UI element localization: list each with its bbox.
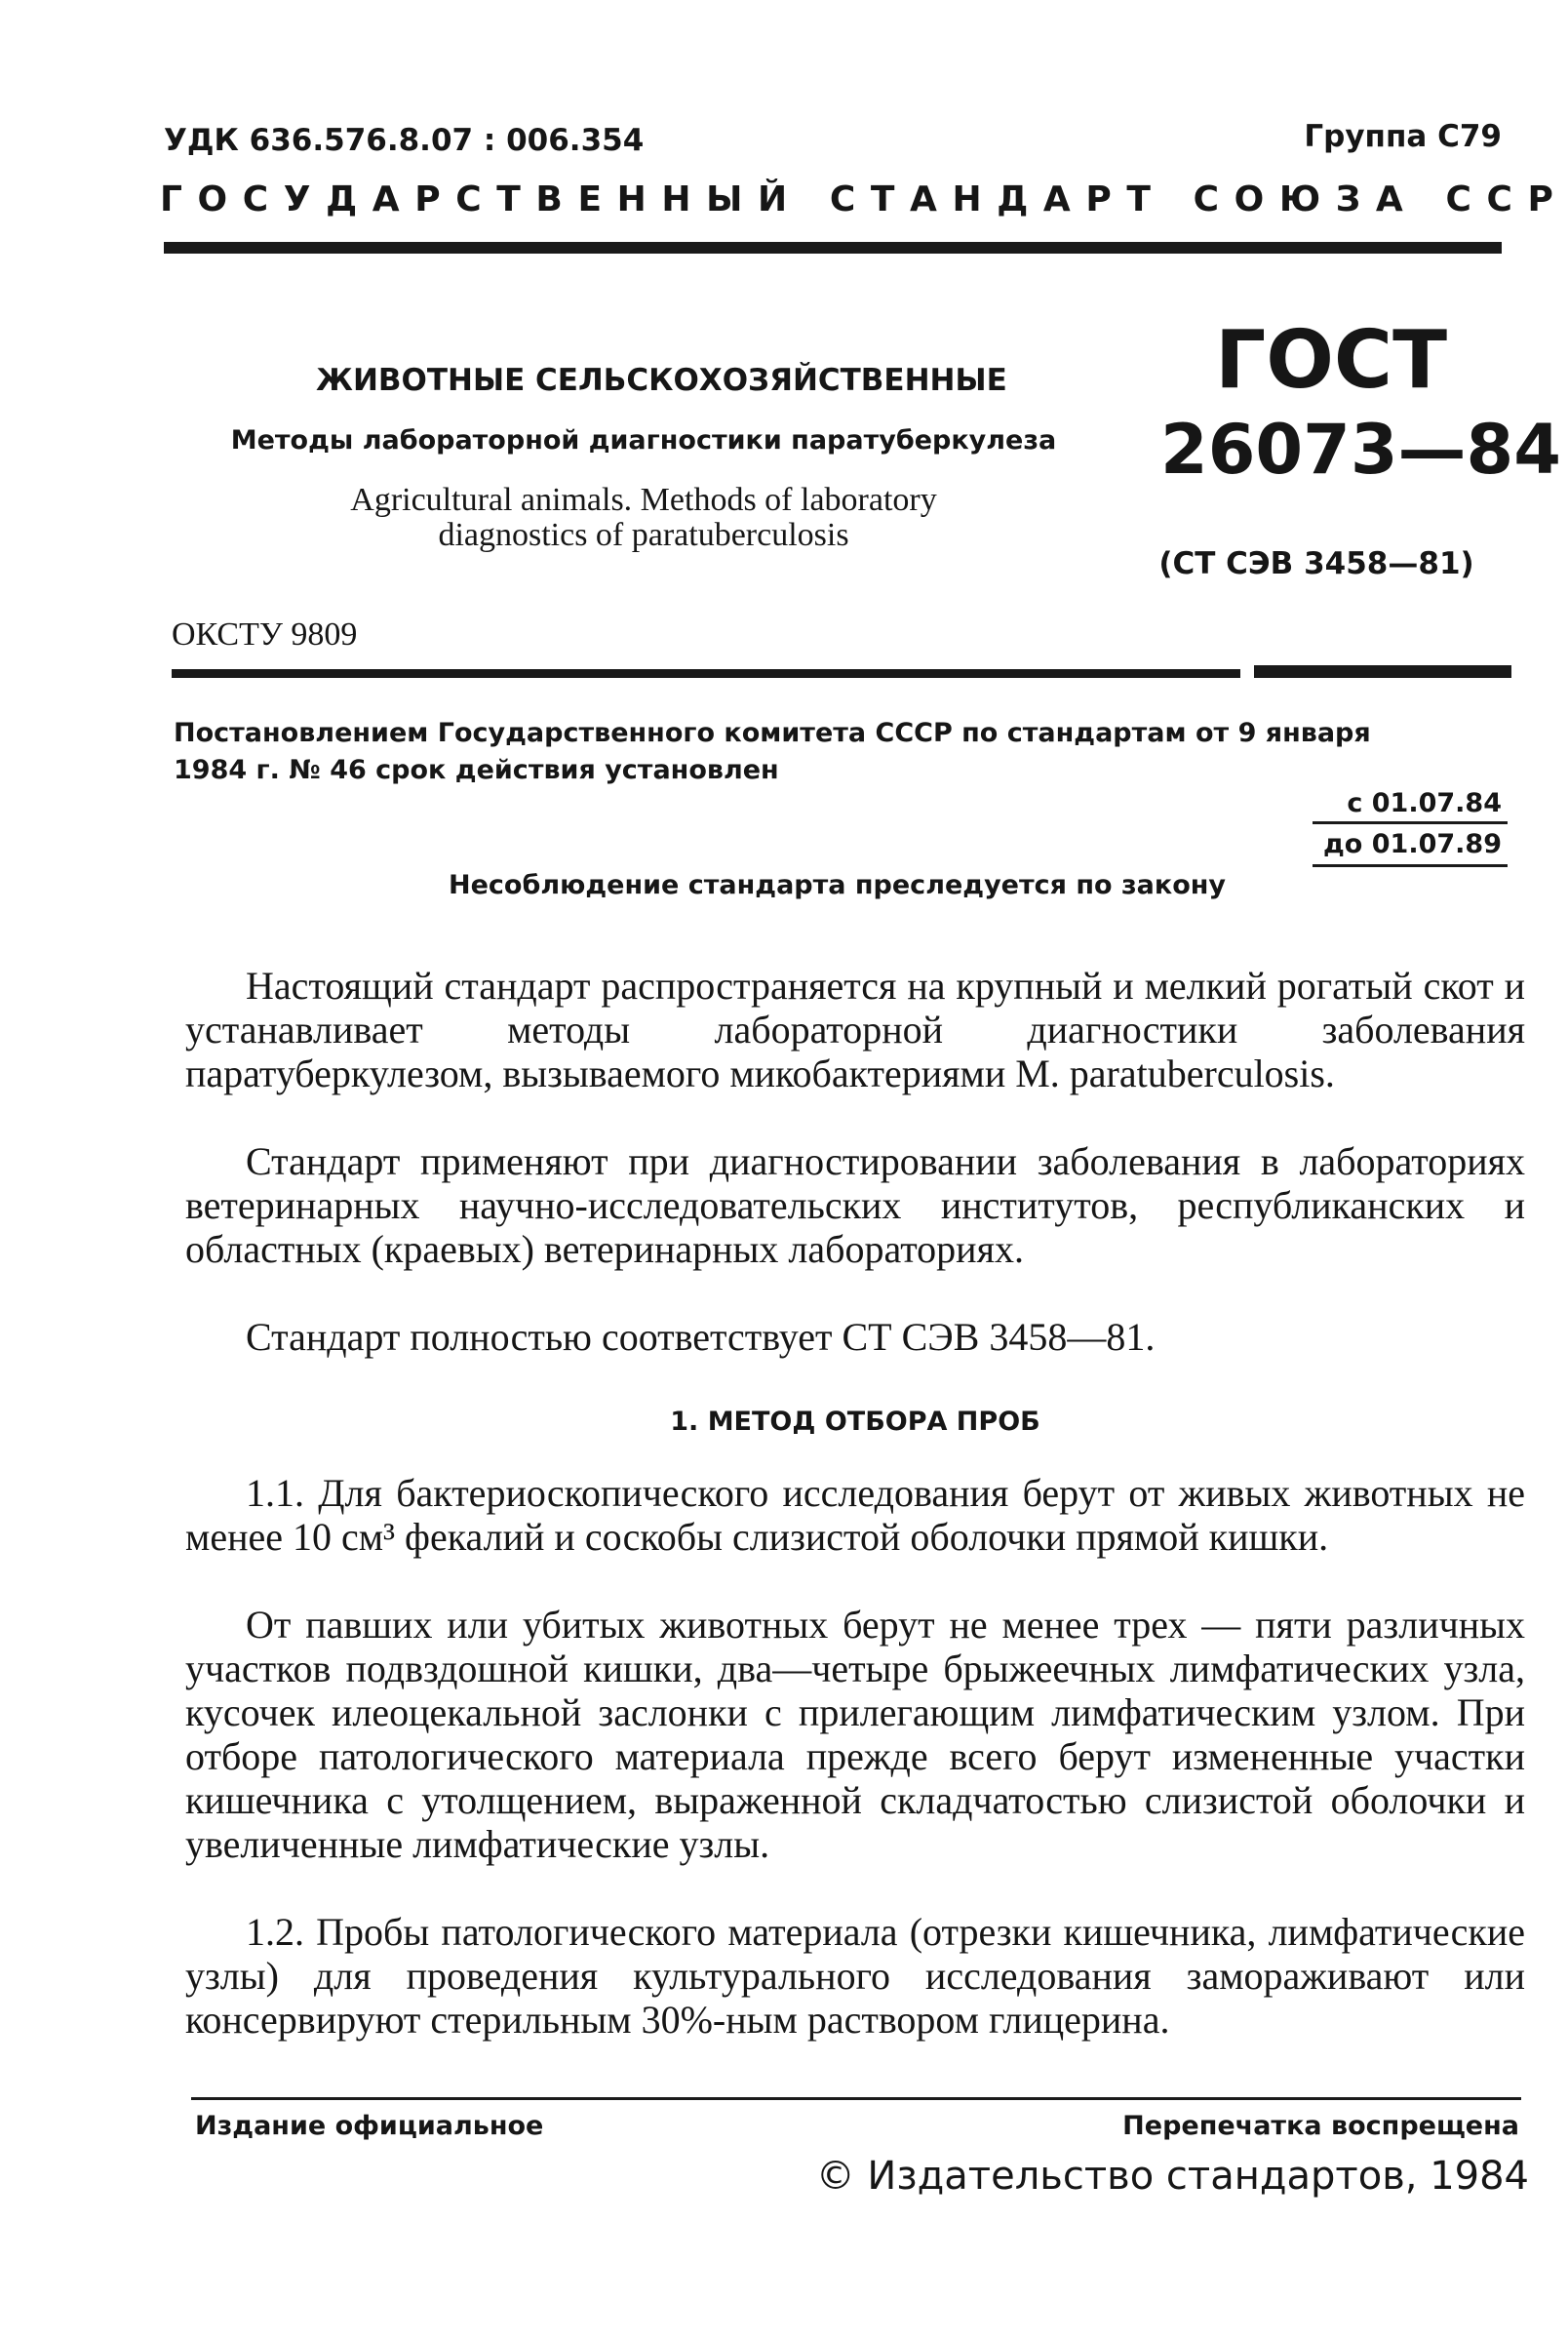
english-title-line-2: diagnostics of paratuberculosis bbox=[438, 517, 849, 553]
valid-to-underline bbox=[1313, 864, 1508, 867]
valid-to-date: до 01.07.89 bbox=[1323, 829, 1502, 859]
publisher-copyright: © Издательство стандартов, 1984 bbox=[815, 2154, 1529, 2199]
cmea-standard-reference: (СТ СЭВ 3458—81) bbox=[1158, 546, 1474, 581]
clause-1-1: 1.1. Для бактериоскопического исследования берут от живых животных не менее 10 см³ фекалий и соскобы слизистой оболочки прямой кишки. bbox=[185, 1471, 1525, 1559]
reprint-prohibited-label: Перепечатка воспрещена bbox=[1122, 2111, 1519, 2141]
document-title: ЖИВОТНЫЕ СЕЛЬСКОХОЗЯЙСТВЕННЫЕ bbox=[316, 363, 1007, 398]
english-title-line-1: Agricultural animals. Methods of laboratory bbox=[350, 482, 937, 518]
clause-1-1-continuation: От павших или убитых животных берут не менее трех — пяти различных участков подвздошной кишки, два—четыре брыжеечных лимфатических узла, кусочек илеоцекальной заслонки с прилегающим лимфатическим узлом. При отборе патологического материала прежде всего берут измененные участки кишечника с утолщением, выраженной складчатостью слизистой оболочки и увеличенные лимфатические узлы. bbox=[185, 1603, 1525, 1866]
decree-line-2: 1984 г. № 46 срок действия установлен bbox=[174, 755, 779, 785]
gost-number: 26073—84 bbox=[1160, 410, 1561, 490]
official-edition-label: Издание официальное bbox=[195, 2111, 544, 2141]
group-code: Группа С79 bbox=[1304, 119, 1502, 154]
udk-code: УДК 636.576.8.07 : 006.354 bbox=[164, 123, 645, 158]
clause-1-2: 1.2. Пробы патологического материала (отрезки кишечника, лимфатические узлы) для проведения культурального исследования замораживают или консервируют стерильным 30%-ным раствором глицерина. bbox=[185, 1910, 1525, 2042]
non-compliance-notice: Несоблюдение стандарта преследуется по закону bbox=[449, 870, 1227, 900]
intro-paragraph-compliance: Стандарт полностью соответствует СТ СЭВ 3458—81. bbox=[246, 1315, 1156, 1359]
title-rule-left bbox=[172, 669, 1240, 678]
state-standard-heading: ГОСУДАРСТВЕННЫЙ СТАНДАРТ СОЮЗА ССР bbox=[160, 179, 1568, 219]
gost-label: ГОСТ bbox=[1214, 314, 1448, 407]
intro-paragraph-scope: Настоящий стандарт распространяется на крупный и мелкий рогатый скот и устанавливает методы лабораторной диагностики заболевания паратуберкулезом, вызываемого микобактериями M. paratuberculosis. bbox=[185, 964, 1525, 1095]
section-1-heading: 1. МЕТОД ОТБОРА ПРОБ bbox=[670, 1407, 1040, 1437]
document-subtitle: Методы лабораторной диагностики паратуберкулеза bbox=[230, 425, 1057, 456]
okstu-code: ОКСТУ 9809 bbox=[172, 616, 358, 653]
intro-paragraph-application: Стандарт применяют при диагностировании заболевания в лабораториях ветеринарных научно-исследовательских институтов, республиканских и областных (краевых) ветеринарных лабораториях. bbox=[185, 1139, 1525, 1271]
title-rule-right bbox=[1254, 665, 1511, 678]
decree-line-1: Постановлением Государственного комитета СССР по стандартам от 9 января bbox=[174, 718, 1371, 748]
valid-from-date: с 01.07.84 bbox=[1347, 788, 1502, 818]
header-rule bbox=[164, 242, 1502, 254]
valid-from-underline bbox=[1313, 821, 1508, 824]
footer-rule bbox=[191, 2097, 1521, 2100]
